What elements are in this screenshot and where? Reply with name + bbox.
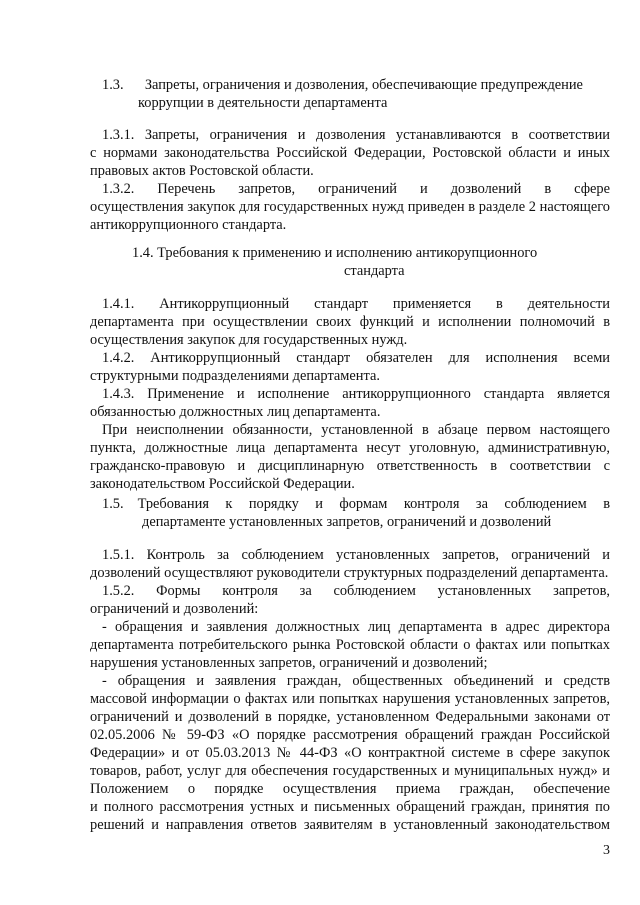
paragraph-line: Положением о порядке осуществления приема граждан, обеспечение: [90, 781, 610, 797]
paragraph-line: 1.4.2. Антикоррупционный стандарт обязателен для исполнения всеми: [102, 350, 610, 366]
paragraph-line: Федерации» и от 05.03.2013 № 44-ФЗ «О контрактной системе в сфере закупок: [90, 745, 610, 761]
section-1-5-heading: [90, 495, 610, 531]
section-title: стандарта: [344, 263, 405, 279]
section-1-4-heading: [90, 244, 610, 280]
paragraph-line: нарушения установленных запретов, ограничений и дозволений;: [90, 655, 488, 671]
paragraph-line: 1.5.2. Формы контроля за соблюдением установленных запретов,: [102, 583, 610, 599]
paragraph-line: с нормами законодательства Российской Федерации, Ростовской области и иных: [90, 145, 610, 161]
section-title: департаменте установленных запретов, ограничений и дозволений: [142, 514, 552, 530]
paragraph-line: 1.4.1. Антикоррупционный стандарт применяется в деятельности: [102, 296, 610, 312]
paragraph-line: 1.4.3. Применение и исполнение антикоррупционного стандарта является: [102, 386, 610, 402]
paragraph-1-5-1: [90, 546, 610, 582]
paragraph-line: товаров, работ, услуг для обеспечения государственных и муниципальных нужд» и: [90, 763, 610, 779]
paragraph-1-3-2: [90, 180, 610, 234]
paragraph-line: законодательством Российской Федерации.: [90, 476, 355, 492]
paragraph-1-4-1: [90, 295, 610, 349]
paragraph-line: осуществления закупок для государственных нужд.: [90, 332, 408, 348]
section-1-3-heading: [90, 76, 610, 112]
paragraph-line: ограничений и дозволений:: [90, 601, 259, 617]
section-title: Запреты, ограничения и дозволения, обеспечивающие предупреждение: [144, 77, 583, 93]
list-item: [90, 672, 610, 834]
paragraph-line: пункта, должностные лица департамента несут уголовную, административную,: [90, 440, 610, 456]
paragraph-line: 1.5.1. Контроль за соблюдением установленных запретов, ограничений и: [102, 547, 610, 563]
section-title: коррупции в деятельности департамента: [138, 95, 388, 111]
paragraph-line: департамента потребительского рынка Ростовской области о фактах или попытках: [90, 637, 610, 653]
paragraph-responsibility: [90, 421, 610, 493]
list-item: [90, 618, 610, 672]
paragraph-line: При неисполнении обязанности, установленной в абзаце первом настоящего: [102, 422, 610, 438]
paragraph-line: обязанностью должностных лиц департамента.: [90, 404, 381, 420]
paragraph-1-5-2: [90, 582, 610, 618]
paragraph-line: структурными подразделениями департамента.: [90, 368, 380, 384]
paragraph-line: антикоррупционного стандарта.: [90, 217, 287, 233]
paragraph-1-3-1: [90, 126, 610, 180]
section-number: 1.5.: [102, 496, 124, 512]
paragraph-line: - обращения и заявления должностных лиц департамента в адрес директора: [102, 619, 610, 635]
paragraph-line: - обращения и заявления граждан, общественных объединений и средств: [102, 673, 610, 689]
paragraph-line: 1.3.1. Запреты, ограничения и дозволения устанавливаются в соответствии: [102, 127, 610, 143]
paragraph-line: правовых актов Ростовской области.: [90, 163, 314, 179]
section-title: 1.4. Требования к применению и исполнению антикорупционного: [132, 245, 538, 261]
paragraph-line: массовой информации о фактах или попытках нарушения установленных запретов,: [90, 691, 610, 707]
section-title: Требования к порядку и формам контроля за соблюдением в: [137, 496, 610, 512]
paragraph-1-4-2: [90, 349, 610, 385]
page-number: 3: [603, 843, 610, 858]
paragraph-line: дозволений осуществляют руководители структурных подразделений департамента.: [90, 565, 609, 581]
paragraph-line: ограничений и дозволений в порядке, установленном Федеральными законами от: [90, 709, 610, 725]
section-number: 1.3.: [102, 77, 124, 93]
paragraph-line: осуществления закупок для государственных нужд приведен в разделе 2 настоящего: [90, 199, 610, 215]
paragraph-1-4-3: [90, 385, 610, 421]
paragraph-line: 1.3.2. Перечень запретов, ограничений и дозволений в сфере: [102, 181, 610, 197]
paragraph-line: 02.05.2006 № 59-ФЗ «О порядке рассмотрения обращений граждан Российской: [90, 727, 610, 743]
paragraph-line: гражданско-правовую и дисциплинарную ответственность в соответствии с: [90, 458, 610, 474]
paragraph-line: департамента при осуществлении своих функций и исполнении полномочий в: [90, 314, 610, 330]
paragraph-line: решений и направления ответов заявителям в установленный законодательством: [90, 817, 610, 833]
paragraph-line: и полного рассмотрения устных и письменных обращений граждан, принятия по: [90, 799, 610, 815]
